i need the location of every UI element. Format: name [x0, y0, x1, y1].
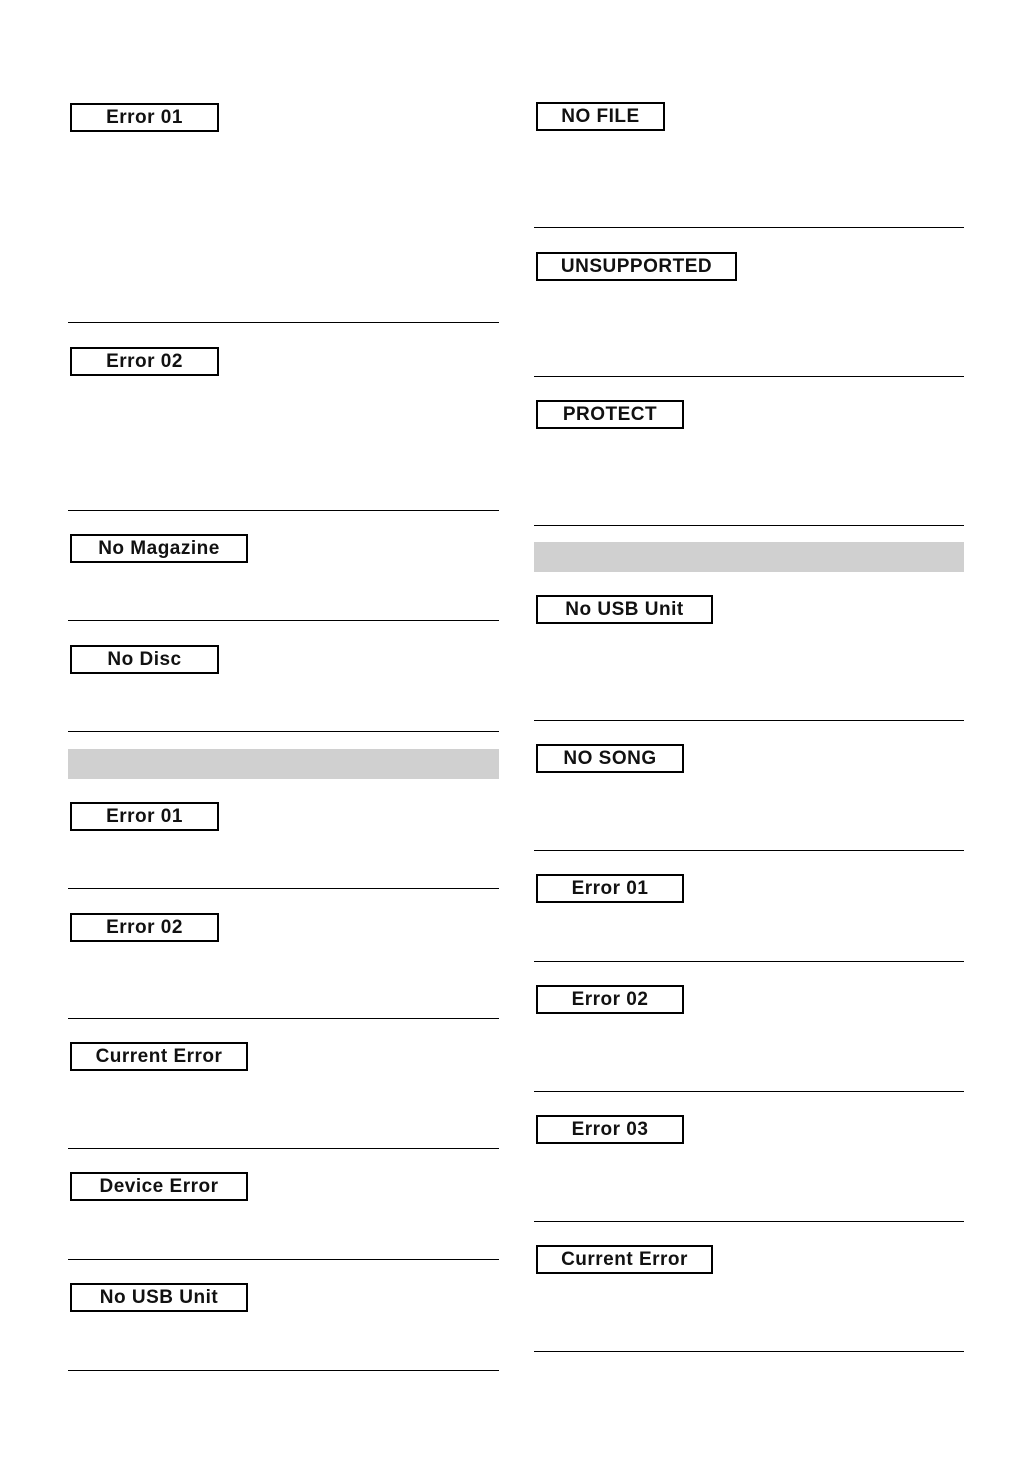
error-01-label: Error 01 — [536, 874, 684, 903]
section-divider — [534, 961, 964, 962]
error-01-label: Error 01 — [70, 802, 219, 831]
no-magazine-label: No Magazine — [70, 534, 248, 563]
unsupported-label: UNSUPPORTED — [536, 252, 737, 281]
no-disc-label: No Disc — [70, 645, 219, 674]
section-divider — [68, 510, 499, 511]
section-divider — [68, 1148, 499, 1149]
current-error-label: Current Error — [536, 1245, 713, 1274]
protect-label: PROTECT — [536, 400, 684, 429]
section-divider — [68, 888, 499, 889]
section-divider — [534, 720, 964, 721]
section-divider — [68, 1259, 499, 1260]
section-header-band — [68, 749, 499, 779]
section-divider — [68, 620, 499, 621]
section-divider — [534, 376, 964, 377]
no-usb-unit-label: No USB Unit — [70, 1283, 248, 1312]
section-divider — [534, 1351, 964, 1352]
error-02-label: Error 02 — [70, 913, 219, 942]
current-error-label: Current Error — [70, 1042, 248, 1071]
error-02-label: Error 02 — [536, 985, 684, 1014]
device-error-label: Device Error — [70, 1172, 248, 1201]
no-song-label: NO SONG — [536, 744, 684, 773]
section-divider — [534, 850, 964, 851]
section-divider — [534, 1221, 964, 1222]
section-divider — [534, 1091, 964, 1092]
error-03-label: Error 03 — [536, 1115, 684, 1144]
section-divider — [68, 322, 499, 323]
section-divider — [68, 1018, 499, 1019]
section-divider — [68, 731, 499, 732]
section-divider — [534, 525, 964, 526]
no-file-label: NO FILE — [536, 102, 665, 131]
error-02-label: Error 02 — [70, 347, 219, 376]
section-header-band — [534, 542, 964, 572]
section-divider — [68, 1370, 499, 1371]
no-usb-unit-label: No USB Unit — [536, 595, 713, 624]
error-01-label: Error 01 — [70, 103, 219, 132]
section-divider — [534, 227, 964, 228]
